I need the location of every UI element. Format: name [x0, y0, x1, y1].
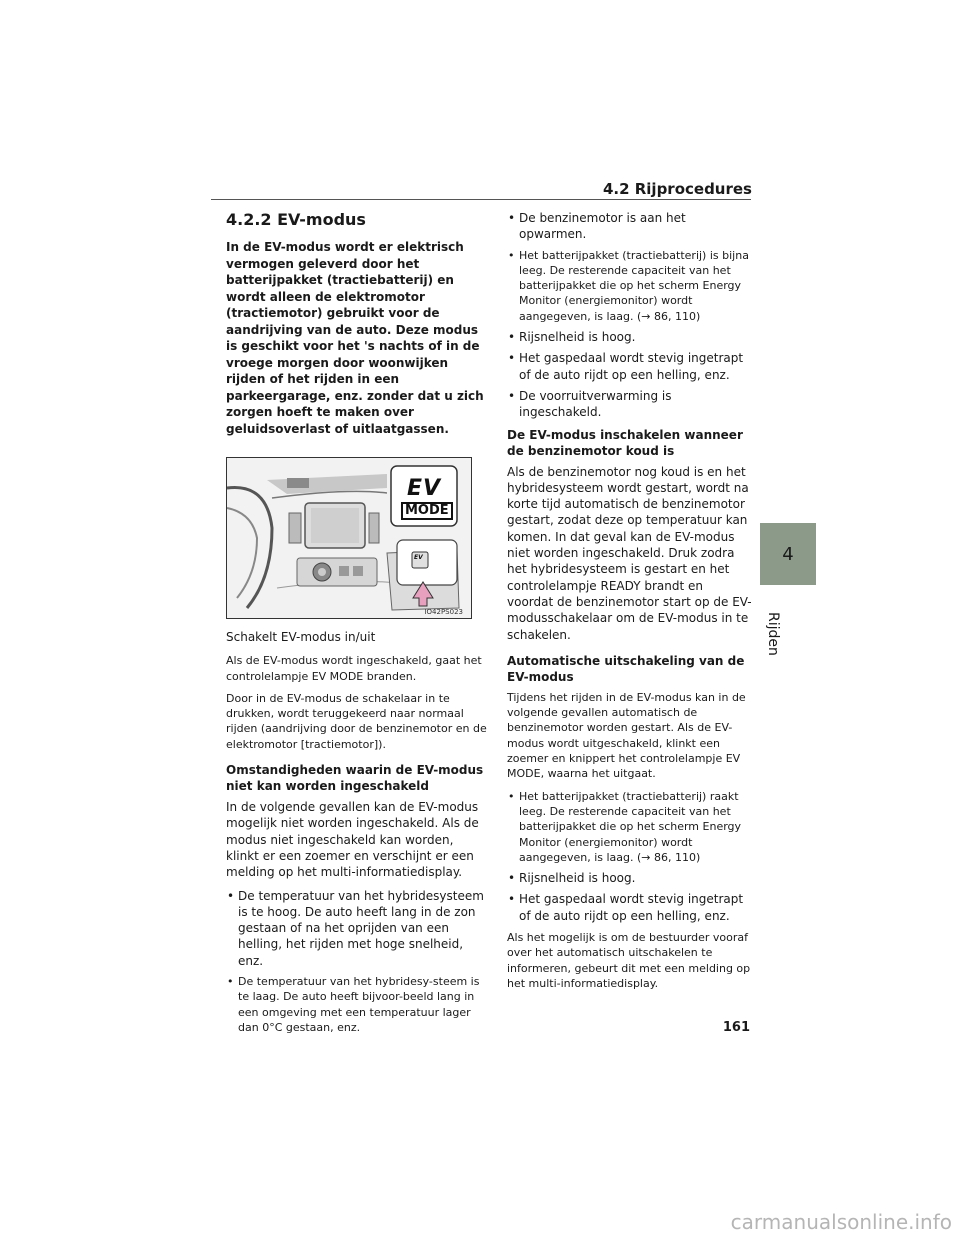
right-paragraph-3: Als het mogelijk is om de bestuurder vooraf over het automatisch uitschakelen te informeren, gebeurt dit met een melding op het multi-informatiedisplay. [507, 930, 751, 990]
left-column [226, 210, 488, 1041]
left-subhead: Omstandigheden waarin de EV-modus niet kan worden ingeschakeld [226, 763, 484, 794]
figure-code: IO42PS023 [424, 608, 463, 616]
right-bullet-list [507, 210, 752, 421]
ev-mode-mini-ev: EV [414, 554, 423, 561]
section-intro: In de EV-modus wordt er elektrisch vermogen geleverd door het batterijpakket (tractiebatterij) en wordt alleen de elektromotor (tractiemotor) gebruikt voor de aandrijving van de auto. Deze modus is geschikt voor het 's nachts of in de vroege morgen door woonwijken rijden of het rijden in een parkeergarage, enz. zonder dat u zich zorgen hoeft te maken over geluidsoverlast of uitlaatgassen. [226, 240, 484, 436]
list-item: • Rijsnelheid is hoog. [507, 870, 752, 886]
header-rule [211, 199, 751, 200]
header-title: 4.2 Rijprocedures [602, 180, 752, 198]
ev-mode-label-mode: MODE [401, 502, 453, 520]
right-subhead-1: De EV-modus inschakelen wanneer de benzinemotor koud is [507, 427, 743, 458]
left-paragraph-1: Als de EV-modus wordt ingeschakeld, gaat het controlelampje EV MODE branden. [226, 654, 482, 683]
list-item: • Het batterijpakket (tractiebatterij) raakt leeg. De resterende capaciteit van het batterijpakket die op het scherm Energy Monitor (energiemonitor) wordt aangegeven, is laag. (→ 86, 110) [507, 789, 752, 865]
list-item: • De voorruitverwarming is ingeschakeld. [507, 388, 752, 421]
chapter-number: 4 [782, 544, 794, 565]
chapter-label: Rijden [765, 612, 781, 656]
right-column [507, 210, 752, 998]
list-item: • De temperatuur van het hybridesy-steem is te laag. De auto heeft bijvoor-beeld lang in een omgeving met een temperatuur lager dan 0°C gestaan, enz. [226, 974, 488, 1035]
figure-caption: Schakelt EV-modus in/uit [226, 630, 376, 644]
left-paragraph-2: Door in de EV-modus de schakelaar in te drukken, wordt teruggekeerd naar normaal rijden (aandrijving door de benzinemotor en de elektromotor [tractiemotor]). [226, 691, 487, 751]
list-item: • Het batterijpakket (tractiebatterij) is bijna leeg. De resterende capaciteit van het batterijpakket die op het scherm Energy Monitor (energiemonitor) wordt aangegeven, is laag. (→ 86, 110) [507, 248, 752, 324]
left-paragraph-3: In de volgende gevallen kan de EV-modus mogelijk niet worden ingeschakeld. Als de modus niet ingeschakeld kan worden, klinkt er een zoemer en verschijnt er een melding op het multi-informatiedisplay. [226, 800, 479, 880]
ev-mode-label-ev: EV [407, 476, 442, 501]
page-number: 161 [722, 1020, 750, 1035]
dashboard-figure [226, 457, 472, 619]
list-item: • Het gaspedaal wordt stevig ingetrapt of de auto rijdt op een helling, enz. [507, 350, 752, 383]
list-item: • De temperatuur van het hybridesysteem is te hoog. De auto heeft lang in de zon gestaan of na het oprijden van een helling, het rijden met hoge snelheid, enz. [226, 888, 488, 969]
right-subhead-2: Automatische uitschakeling van de EV-modus [507, 653, 745, 684]
watermark[interactable]: carmanualsonline.info [730, 1210, 952, 1234]
right-paragraph-1: Als de benzinemotor nog koud is en het hybridesysteem wordt gestart, wordt na korte tijd automatisch de benzinemotor gestart, zodat deze op temperatuur kan komen. In dat geval kan de EV-modus niet worden ingeschakeld. Druk zodra het hybridesysteem is gestart en het controlelampje READY brandt en voordat de benzinemotor start op de EV-modusschakelaar om de EV-modus in te schakelen. [507, 464, 752, 642]
left-bullet-list [226, 888, 488, 1036]
list-item: • De benzinemotor is aan het opwarmen. [507, 210, 752, 243]
list-item: • Het gaspedaal wordt stevig ingetrapt of de auto rijdt op een helling, enz. [507, 891, 752, 924]
list-item: • Rijsnelheid is hoog. [507, 329, 752, 345]
section-title: 4.2.2 EV-modus [226, 210, 366, 229]
right-bullet-list-2 [507, 789, 752, 924]
right-paragraph-2: Tijdens het rijden in de EV-modus kan in de volgende gevallen automatisch de benzinemotor worden gestart. Als de EV-modus wordt uitgeschakeld, klinkt een zoemer en knippert het controlelampje EV MODE, waarna het uitgaat. [507, 690, 746, 781]
